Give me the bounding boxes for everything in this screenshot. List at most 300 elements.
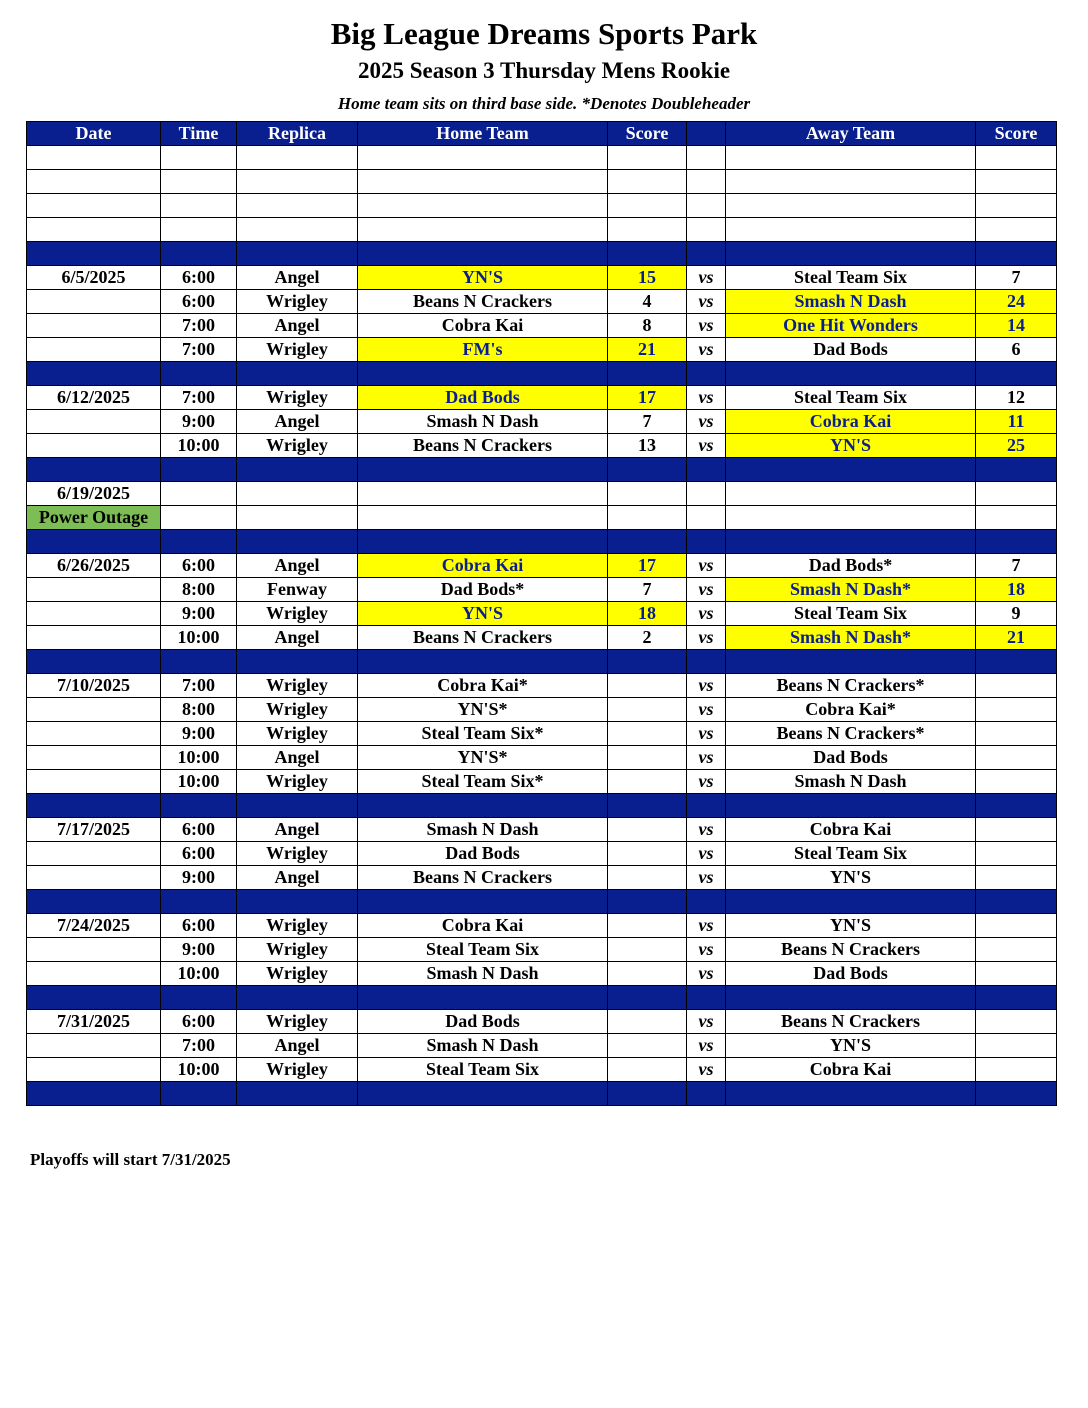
away-score-cell: [976, 986, 1057, 1010]
blank-row: [27, 146, 1057, 170]
field-cell: [237, 650, 358, 674]
date-cell: [27, 962, 161, 986]
home-score-cell: [608, 962, 687, 986]
table-row: [27, 962, 1057, 986]
date-cell: 7/24/2025: [27, 914, 161, 938]
home-team-cell: Steal Team Six*: [358, 770, 608, 794]
home-score-cell: [608, 818, 687, 842]
field-cell: Wrigley: [237, 698, 358, 722]
vs-cell: vs: [687, 722, 726, 746]
field-cell: Wrigley: [237, 770, 358, 794]
away-score-cell: 7: [976, 554, 1057, 578]
home-score-cell: [608, 506, 687, 530]
away-team-cell: Steal Team Six: [726, 266, 976, 290]
home-score-cell: 17: [608, 386, 687, 410]
home-team-cell: [358, 794, 608, 818]
table-row: [27, 1034, 1057, 1058]
away-team-cell: Cobra Kai: [726, 1058, 976, 1082]
away-score-cell: 9: [976, 602, 1057, 626]
time-cell: 6:00: [161, 1010, 237, 1034]
field-cell: Angel: [237, 866, 358, 890]
vs-cell: [687, 482, 726, 506]
home-score-cell: [608, 914, 687, 938]
home-team-cell: Cobra Kai: [358, 554, 608, 578]
home-team-cell: YN'S: [358, 602, 608, 626]
home-team-cell: [358, 362, 608, 386]
col-header-vs: [687, 122, 726, 146]
blank-row: [27, 218, 1057, 242]
vs-cell: [687, 530, 726, 554]
time-cell: [161, 530, 237, 554]
vs-cell: [687, 458, 726, 482]
home-team-cell: Cobra Kai: [358, 314, 608, 338]
home-team-cell: Dad Bods: [358, 1010, 608, 1034]
field-cell: Wrigley: [237, 1010, 358, 1034]
field-cell: Wrigley: [237, 386, 358, 410]
home-team-cell: [358, 482, 608, 506]
col-header-date: Date: [27, 122, 161, 146]
away-team-cell: Smash N Dash*: [726, 578, 976, 602]
vs-cell: vs: [687, 554, 726, 578]
table-row: [27, 842, 1057, 866]
table-row: [27, 482, 1057, 506]
time-cell: [161, 194, 237, 218]
field-cell: [237, 218, 358, 242]
home-team-cell: [358, 194, 608, 218]
home-score-cell: [608, 530, 687, 554]
away-score-cell: [976, 794, 1057, 818]
field-cell: Angel: [237, 626, 358, 650]
away-team-cell: [726, 242, 976, 266]
date-cell: [27, 458, 161, 482]
vs-cell: [687, 890, 726, 914]
time-cell: 10:00: [161, 770, 237, 794]
table-row: [27, 602, 1057, 626]
field-cell: Wrigley: [237, 962, 358, 986]
vs-cell: vs: [687, 314, 726, 338]
field-cell: Angel: [237, 410, 358, 434]
date-cell: [27, 338, 161, 362]
page-subtitle: 2025 Season 3 Thursday Mens Rookie: [357, 58, 731, 83]
table-header-row: [27, 122, 1057, 146]
time-cell: 10:00: [161, 962, 237, 986]
away-score-cell: 21: [976, 626, 1057, 650]
time-cell: 6:00: [161, 554, 237, 578]
time-cell: [161, 890, 237, 914]
vs-cell: vs: [687, 770, 726, 794]
home-team-cell: [358, 242, 608, 266]
home-score-cell: [608, 842, 687, 866]
table-row: [27, 554, 1057, 578]
field-cell: [237, 986, 358, 1010]
away-team-cell: [726, 986, 976, 1010]
page-title: Big League Dreams Sports Park: [330, 16, 758, 51]
table-row: [27, 314, 1057, 338]
vs-cell: vs: [687, 410, 726, 434]
field-cell: [237, 146, 358, 170]
vs-cell: vs: [687, 1034, 726, 1058]
away-score-cell: [976, 362, 1057, 386]
field-cell: Angel: [237, 818, 358, 842]
vs-cell: [687, 146, 726, 170]
away-score-cell: [976, 674, 1057, 698]
home-team-cell: [358, 1082, 608, 1106]
away-team-cell: [726, 146, 976, 170]
away-score-cell: [976, 770, 1057, 794]
date-cell: [27, 842, 161, 866]
away-score-cell: [976, 530, 1057, 554]
table-row: [27, 290, 1057, 314]
away-score-cell: [976, 722, 1057, 746]
field-cell: Angel: [237, 746, 358, 770]
home-team-cell: Dad Bods: [358, 386, 608, 410]
away-score-cell: [976, 1010, 1057, 1034]
time-cell: 7:00: [161, 386, 237, 410]
time-cell: 7:00: [161, 338, 237, 362]
date-cell: [27, 530, 161, 554]
home-score-cell: [608, 170, 687, 194]
field-cell: Wrigley: [237, 290, 358, 314]
away-team-cell: [726, 1082, 976, 1106]
vs-cell: [687, 1082, 726, 1106]
date-cell: [27, 986, 161, 1010]
away-team-cell: Dad Bods*: [726, 554, 976, 578]
time-cell: 6:00: [161, 914, 237, 938]
field-cell: [237, 170, 358, 194]
home-score-cell: 8: [608, 314, 687, 338]
vs-cell: vs: [687, 266, 726, 290]
field-cell: Angel: [237, 314, 358, 338]
separator-row: [27, 362, 1057, 386]
time-cell: 6:00: [161, 818, 237, 842]
away-score-cell: [976, 890, 1057, 914]
away-team-cell: YN'S: [726, 434, 976, 458]
time-cell: 10:00: [161, 1058, 237, 1082]
time-cell: 9:00: [161, 722, 237, 746]
away-score-cell: [976, 458, 1057, 482]
home-team-cell: Dad Bods: [358, 842, 608, 866]
vs-cell: vs: [687, 602, 726, 626]
away-team-cell: [726, 482, 976, 506]
field-cell: Wrigley: [237, 434, 358, 458]
table-row: [27, 1058, 1057, 1082]
away-score-cell: 14: [976, 314, 1057, 338]
away-team-cell: [726, 890, 976, 914]
table-row: [27, 818, 1057, 842]
date-cell: [27, 170, 161, 194]
home-team-cell: Beans N Crackers: [358, 434, 608, 458]
away-team-cell: Beans N Crackers*: [726, 722, 976, 746]
away-score-cell: [976, 842, 1057, 866]
field-cell: Wrigley: [237, 722, 358, 746]
field-cell: [237, 194, 358, 218]
time-cell: 7:00: [161, 314, 237, 338]
vs-cell: vs: [687, 290, 726, 314]
field-cell: Wrigley: [237, 602, 358, 626]
table-row: [27, 746, 1057, 770]
time-cell: 9:00: [161, 602, 237, 626]
field-cell: [237, 1082, 358, 1106]
vs-cell: [687, 170, 726, 194]
home-team-cell: Smash N Dash: [358, 410, 608, 434]
away-score-cell: 24: [976, 290, 1057, 314]
blank-row: [27, 194, 1057, 218]
date-cell: [27, 242, 161, 266]
vs-cell: vs: [687, 866, 726, 890]
home-score-cell: [608, 362, 687, 386]
home-score-cell: [608, 458, 687, 482]
home-score-cell: 7: [608, 410, 687, 434]
home-team-cell: [358, 458, 608, 482]
home-team-cell: Smash N Dash: [358, 1034, 608, 1058]
date-cell: 7/17/2025: [27, 818, 161, 842]
date-cell: [27, 866, 161, 890]
date-cell: [27, 890, 161, 914]
away-team-cell: YN'S: [726, 914, 976, 938]
col-header-time: Time: [161, 122, 237, 146]
away-team-cell: [726, 194, 976, 218]
away-team-cell: [726, 530, 976, 554]
time-cell: 6:00: [161, 290, 237, 314]
home-score-cell: [608, 242, 687, 266]
away-team-cell: [726, 458, 976, 482]
blank-row: [27, 170, 1057, 194]
away-score-cell: [976, 818, 1057, 842]
home-score-cell: [608, 1010, 687, 1034]
away-team-cell: Steal Team Six: [726, 842, 976, 866]
table-row: [27, 506, 1057, 530]
home-score-cell: [608, 746, 687, 770]
time-cell: [161, 458, 237, 482]
away-score-cell: 12: [976, 386, 1057, 410]
field-cell: Fenway: [237, 578, 358, 602]
home-score-cell: 15: [608, 266, 687, 290]
away-team-cell: Dad Bods: [726, 962, 976, 986]
date-cell: [27, 794, 161, 818]
home-team-cell: Beans N Crackers: [358, 626, 608, 650]
vs-cell: [687, 362, 726, 386]
field-cell: Wrigley: [237, 1058, 358, 1082]
date-cell: [27, 602, 161, 626]
away-score-cell: [976, 170, 1057, 194]
date-cell: [27, 1058, 161, 1082]
field-cell: [237, 242, 358, 266]
field-cell: [237, 362, 358, 386]
away-team-cell: Steal Team Six: [726, 386, 976, 410]
away-score-cell: 25: [976, 434, 1057, 458]
date-cell: 6/5/2025: [27, 266, 161, 290]
vs-cell: [687, 794, 726, 818]
vs-cell: vs: [687, 698, 726, 722]
away-score-cell: [976, 914, 1057, 938]
field-cell: [237, 506, 358, 530]
home-team-cell: Steal Team Six: [358, 938, 608, 962]
table-row: [27, 578, 1057, 602]
home-score-cell: [608, 674, 687, 698]
table-row: [27, 698, 1057, 722]
home-team-cell: Smash N Dash: [358, 962, 608, 986]
separator-row: [27, 458, 1057, 482]
time-cell: 10:00: [161, 746, 237, 770]
time-cell: 8:00: [161, 698, 237, 722]
home-score-cell: [608, 938, 687, 962]
vs-cell: vs: [687, 914, 726, 938]
vs-cell: vs: [687, 578, 726, 602]
vs-cell: [687, 218, 726, 242]
home-team-cell: YN'S*: [358, 746, 608, 770]
home-score-cell: [608, 146, 687, 170]
separator-row: [27, 794, 1057, 818]
date-cell: [27, 626, 161, 650]
separator-row: [27, 986, 1057, 1010]
away-team-cell: Cobra Kai: [726, 818, 976, 842]
away-team-cell: Dad Bods: [726, 338, 976, 362]
time-cell: 9:00: [161, 938, 237, 962]
home-team-cell: Smash N Dash: [358, 818, 608, 842]
away-score-cell: 18: [976, 578, 1057, 602]
home-team-cell: Beans N Crackers: [358, 866, 608, 890]
time-cell: 9:00: [161, 410, 237, 434]
vs-cell: vs: [687, 842, 726, 866]
away-score-cell: [976, 1034, 1057, 1058]
home-score-cell: [608, 194, 687, 218]
away-team-cell: Beans N Crackers: [726, 938, 976, 962]
home-score-cell: [608, 698, 687, 722]
away-score-cell: [976, 506, 1057, 530]
date-cell: [27, 938, 161, 962]
vs-cell: vs: [687, 938, 726, 962]
away-team-cell: Smash N Dash: [726, 290, 976, 314]
date-cell: [27, 434, 161, 458]
away-team-cell: Smash N Dash: [726, 770, 976, 794]
time-cell: [161, 170, 237, 194]
time-cell: [161, 650, 237, 674]
vs-cell: vs: [687, 962, 726, 986]
away-team-cell: YN'S: [726, 866, 976, 890]
home-score-cell: [608, 890, 687, 914]
away-score-cell: [976, 1082, 1057, 1106]
away-team-cell: One Hit Wonders: [726, 314, 976, 338]
date-cell: [27, 146, 161, 170]
col-header-home-team: Home Team: [358, 122, 608, 146]
date-cell: [27, 362, 161, 386]
home-score-cell: [608, 770, 687, 794]
away-team-cell: Cobra Kai*: [726, 698, 976, 722]
home-team-cell: [358, 170, 608, 194]
date-cell: [27, 290, 161, 314]
date-cell: [27, 314, 161, 338]
away-team-cell: [726, 794, 976, 818]
time-cell: [161, 218, 237, 242]
home-team-cell: [358, 530, 608, 554]
time-cell: [161, 362, 237, 386]
date-cell: 6/26/2025: [27, 554, 161, 578]
table-row: [27, 1010, 1057, 1034]
field-cell: [237, 482, 358, 506]
home-score-cell: [608, 722, 687, 746]
home-score-cell: 13: [608, 434, 687, 458]
time-cell: 7:00: [161, 1034, 237, 1058]
date-cell: Power Outage: [27, 506, 161, 530]
home-team-cell: FM's: [358, 338, 608, 362]
time-cell: 7:00: [161, 674, 237, 698]
table-row: [27, 722, 1057, 746]
home-score-cell: [608, 218, 687, 242]
home-score-cell: [608, 986, 687, 1010]
date-cell: [27, 650, 161, 674]
home-score-cell: 17: [608, 554, 687, 578]
home-score-cell: 18: [608, 602, 687, 626]
time-cell: [161, 1082, 237, 1106]
separator-row: [27, 242, 1057, 266]
vs-cell: [687, 506, 726, 530]
separator-row: [27, 530, 1057, 554]
playoffs-note: Playoffs will start 7/31/2025: [30, 1150, 231, 1169]
time-cell: [161, 986, 237, 1010]
table-row: [27, 338, 1057, 362]
field-cell: Wrigley: [237, 938, 358, 962]
vs-cell: vs: [687, 626, 726, 650]
vs-cell: vs: [687, 1058, 726, 1082]
schedule-table: [26, 121, 1057, 1106]
away-score-cell: [976, 1058, 1057, 1082]
date-cell: [27, 410, 161, 434]
field-cell: [237, 890, 358, 914]
time-cell: [161, 506, 237, 530]
date-cell: 7/31/2025: [27, 1010, 161, 1034]
separator-row: [27, 650, 1057, 674]
field-cell: [237, 530, 358, 554]
vs-cell: vs: [687, 674, 726, 698]
time-cell: [161, 794, 237, 818]
away-score-cell: [976, 242, 1057, 266]
away-score-cell: 11: [976, 410, 1057, 434]
away-team-cell: YN'S: [726, 1034, 976, 1058]
date-cell: [27, 746, 161, 770]
home-team-cell: [358, 506, 608, 530]
time-cell: [161, 482, 237, 506]
away-team-cell: Beans N Crackers: [726, 1010, 976, 1034]
vs-cell: vs: [687, 746, 726, 770]
time-cell: 6:00: [161, 842, 237, 866]
away-score-cell: [976, 938, 1057, 962]
date-cell: 6/12/2025: [27, 386, 161, 410]
table-row: [27, 770, 1057, 794]
table-row: [27, 626, 1057, 650]
home-score-cell: [608, 482, 687, 506]
home-team-cell: YN'S: [358, 266, 608, 290]
field-cell: Wrigley: [237, 338, 358, 362]
away-team-cell: [726, 650, 976, 674]
date-cell: 7/10/2025: [27, 674, 161, 698]
home-team-cell: [358, 146, 608, 170]
away-score-cell: [976, 146, 1057, 170]
away-team-cell: [726, 218, 976, 242]
home-team-cell: YN'S*: [358, 698, 608, 722]
vs-cell: vs: [687, 338, 726, 362]
home-score-cell: [608, 1058, 687, 1082]
home-team-cell: Cobra Kai: [358, 914, 608, 938]
away-team-cell: [726, 362, 976, 386]
field-cell: [237, 458, 358, 482]
table-row: [27, 914, 1057, 938]
away-team-cell: Beans N Crackers*: [726, 674, 976, 698]
date-cell: [27, 722, 161, 746]
home-team-cell: [358, 650, 608, 674]
home-score-cell: [608, 650, 687, 674]
away-score-cell: [976, 218, 1057, 242]
table-row: [27, 938, 1057, 962]
